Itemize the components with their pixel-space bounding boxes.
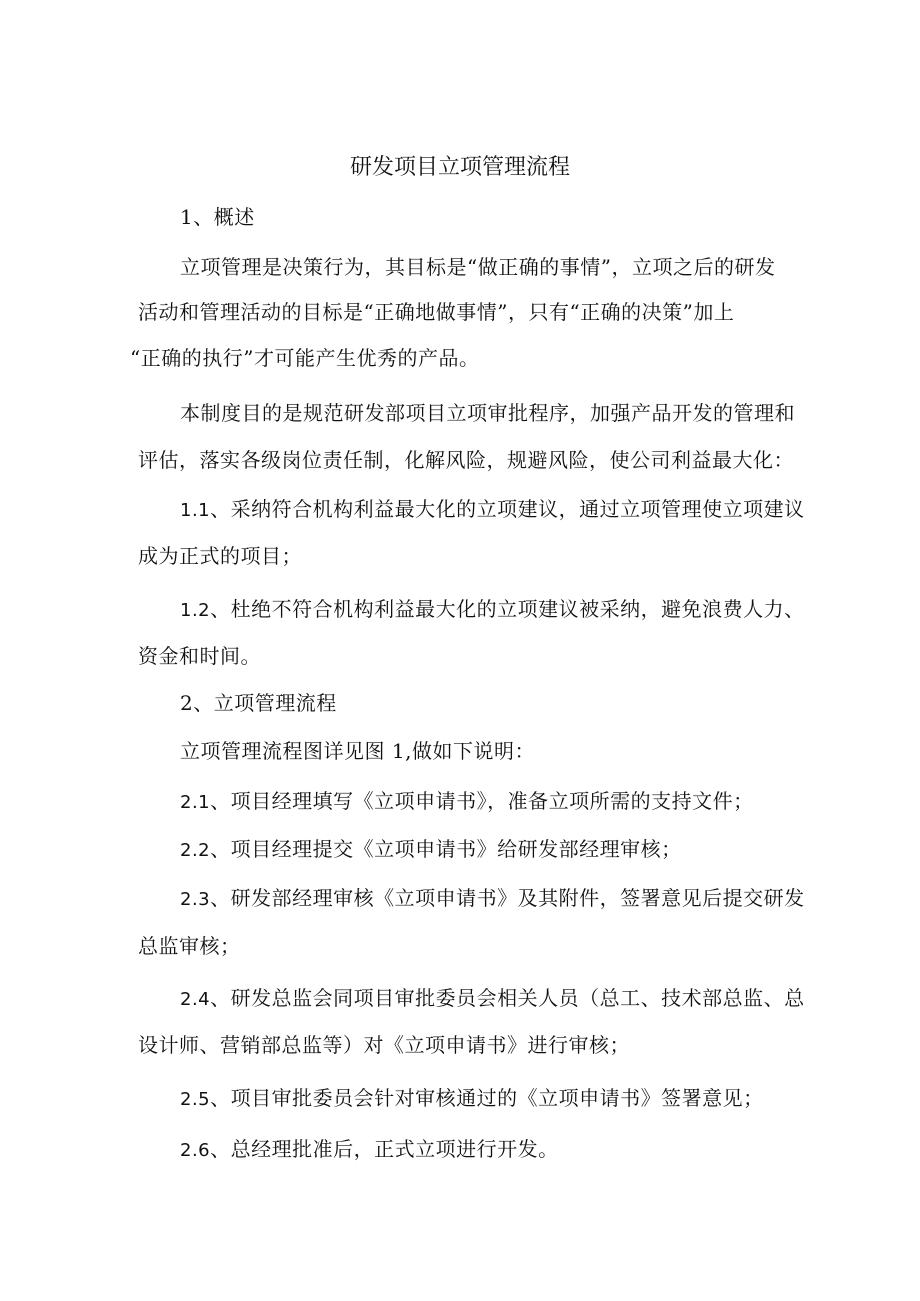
list-item-1-2	[180, 594, 805, 626]
item-number: 2.5	[180, 1089, 211, 1110]
item-text: 、项目审批委员会针对审核通过的《立项申请书》签署意见；	[210, 1086, 764, 1110]
item-text: 、总经理批准后，正式立项进行开发。	[210, 1137, 559, 1161]
paragraph-line: 活动和管理活动的目标是“正确地做事情”，只有“正确的决策”加上	[138, 300, 735, 324]
paragraph-line: 评估，落实各级岗位责任制，化解风险，规避风险，使公司利益最大化：	[138, 448, 794, 472]
item-number: 2.3	[180, 889, 211, 910]
item-number: 1.2	[180, 600, 211, 621]
list-item-2-3	[180, 883, 805, 915]
item-text: 、研发部经理审核《立项申请书》及其附件，签署意见后提交研发	[210, 886, 805, 910]
document-title: 研发项目立项管理流程	[349, 155, 570, 180]
section-heading-process: 2、立项管理流程	[180, 691, 337, 715]
list-item-2-2	[180, 834, 682, 866]
item-number: 2.4	[180, 989, 211, 1010]
list-item-2-5	[180, 1083, 764, 1115]
list-item-continuation: 资金和时间。	[138, 644, 261, 668]
list-item-2-6	[180, 1134, 559, 1166]
paragraph-line: “正确的执行”才可能产生优秀的产品。	[130, 346, 480, 370]
list-item-continuation: 成为正式的项目；	[138, 544, 302, 568]
item-text: 、杜绝不符合机构利益最大化的立项建议被采纳，避免浪费人力、	[210, 597, 805, 621]
list-item-1-1	[180, 494, 805, 526]
list-item-2-1	[180, 786, 754, 818]
item-text: 、项目经理填写《立项申请书》，准备立项所需的支持文件；	[210, 789, 754, 813]
item-text: 、项目经理提交《立项申请书》给研发部经理审核；	[210, 837, 682, 861]
section-heading-overview: 1、概述	[180, 205, 255, 229]
item-text: 、采纳符合机构利益最大化的立项建议，通过立项管理使立项建议	[210, 497, 805, 521]
item-text: 、研发总监会同项目审批委员会相关人员（总工、技术部总监、总	[210, 986, 805, 1010]
item-number: 2.6	[180, 1140, 211, 1161]
item-number: 2.1	[180, 792, 211, 813]
list-item-continuation: 总监审核；	[138, 934, 241, 958]
list-item-2-4	[180, 983, 805, 1015]
item-number: 2.2	[180, 840, 211, 861]
paragraph-line: 立项管理流程图详见图 1,做如下说明：	[180, 739, 535, 763]
paragraph-line: 本制度目的是规范研发部项目立项审批程序，加强产品开发的管理和	[180, 401, 795, 425]
paragraph-line: 立项管理是决策行为，其目标是“做正确的事情”，立项之后的研发	[180, 255, 776, 279]
list-item-continuation: 设计师、营销部总监等）对《立项申请书》进行审核；	[138, 1033, 630, 1057]
item-number: 1.1	[180, 500, 211, 521]
